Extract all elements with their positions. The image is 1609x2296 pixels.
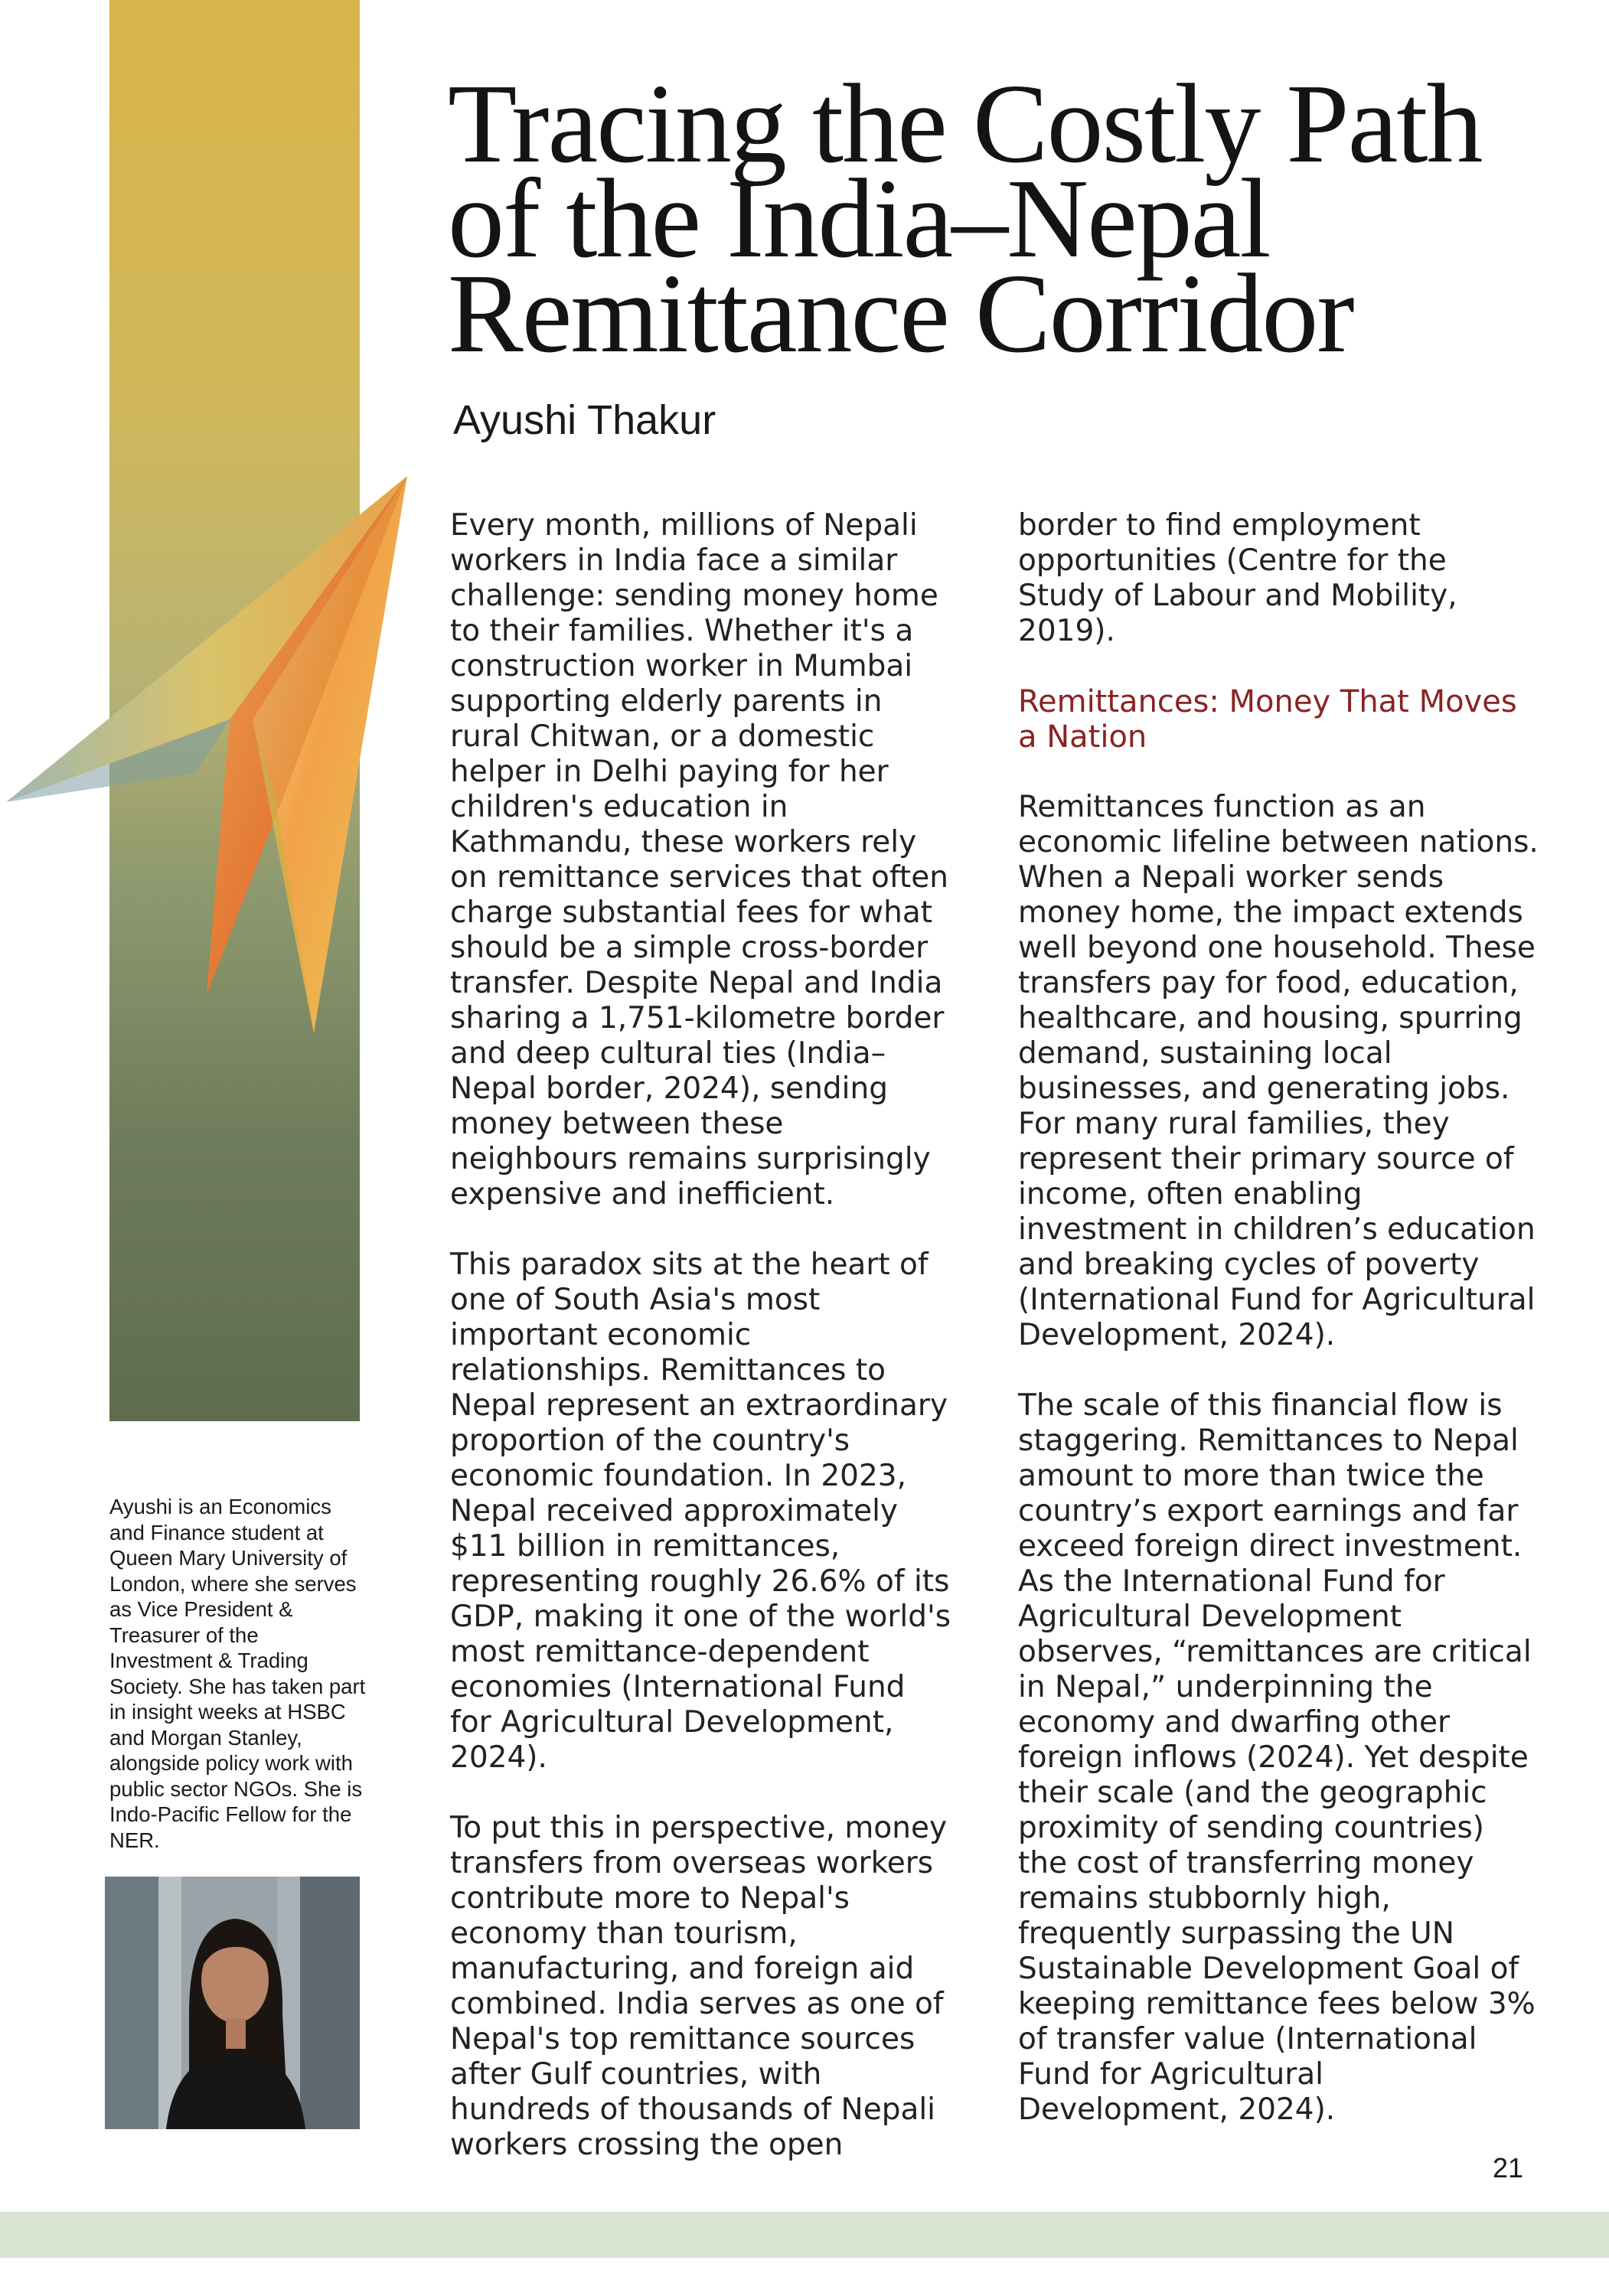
title-line: Remittance Corridor — [448, 251, 1353, 377]
body-paragraph: To put this in perspective, money transfers from overseas workers contribute more to Nepal's economy than tourism, manufacturing, and foreign aid combined. India serves as one of Nepal's top remittance sources after Gulf countries, with hundreds of thousands of Nepali workers crossing the open — [450, 1811, 948, 2162]
title-line: of the India–Nepal — [448, 156, 1270, 282]
page-number: 21 — [1493, 2152, 1524, 2183]
article-column-right — [1018, 508, 1539, 2163]
article-author: Ayushi Thakur — [453, 397, 716, 443]
section-subheading: Remittances: Money That Moves a Nation — [1018, 684, 1517, 755]
footer-band — [0, 2212, 1609, 2258]
author-bio: Ayushi is an Economics and Finance student at Queen Mary University of London, where she serves as Vice President & Treasurer of the Investment & Trading Society. She has taken part in insight weeks at HSBC and Morgan Stanley, alongside policy work with public sector NGOs. She is Indo-Pacific Fellow for the NER. — [109, 1495, 366, 1852]
body-paragraph: The scale of this financial flow is staggering. Remittances to Nepal amount to more than twice the country’s export earnings and far exceed foreign direct investment. As the International Fund for Agricultural Development observes, “remittances are critical in Nepal,” underpinning the economy and dwarfing other foreign inflows (2024). Yet despite their scale (and the geographic proximity of sending countries) the cost of transferring money remains stubbornly high, frequently surpassing the UN Sustainable Development Goal of keeping remittance fees below 3% of transfer value (International Fund for Agricultural Development, 2024). — [1018, 1388, 1536, 2127]
title-line: Tracing the Costly Path — [448, 61, 1482, 187]
body-paragraph: border to find employment opportunities (Centre for the Study of Labour and Mobility, 2019). — [1018, 508, 1457, 648]
body-paragraph: This paradox sits at the heart of one of South Asia's most important economic relationships. Remittances to Nepal represent an extraordinary proportion of the country's economic foundation. In 2023, Nepal received approximately $11 billion in remittances, representing roughly 26.6% of its GDP, making it one of the world's most remittance-dependent economies (International Fund for Agricultural Development, 2024). — [450, 1247, 951, 1775]
paper-plane-illustration — [0, 467, 413, 1049]
article-title — [448, 61, 1573, 377]
article-column-left — [450, 508, 955, 2198]
body-paragraph: Remittances function as an economic lifeline between nations. When a Nepali worker sends money home, the impact extends well beyond one household. These transfers pay for food, education, healthcare, and housing, spurring demand, sustaining local businesses, and generating jobs. For many rural families, they represent their primary source of income, often enabling investment in children’s education and breaking cycles of poverty (International Fund for Agricultural Development, 2024). — [1018, 790, 1539, 1352]
author-photo — [105, 1877, 360, 2129]
body-paragraph: Every month, millions of Nepali workers in India face a similar challenge: sending money home to their families. Whether it's a construction worker in Mumbai supporting elderly parents in rural Chitwan, or a domestic helper in Delhi paying for her children's education in Kathmandu, these workers rely on remittance services that often charge substantial fees for what should be a simple cross-border transfer. Despite Nepal and India sharing a 1,751-kilometre border and deep cultural ties (India–Nepal border, 2024), sending money between these neighbours remains surprisingly expensive and inefficient. — [450, 508, 948, 1212]
